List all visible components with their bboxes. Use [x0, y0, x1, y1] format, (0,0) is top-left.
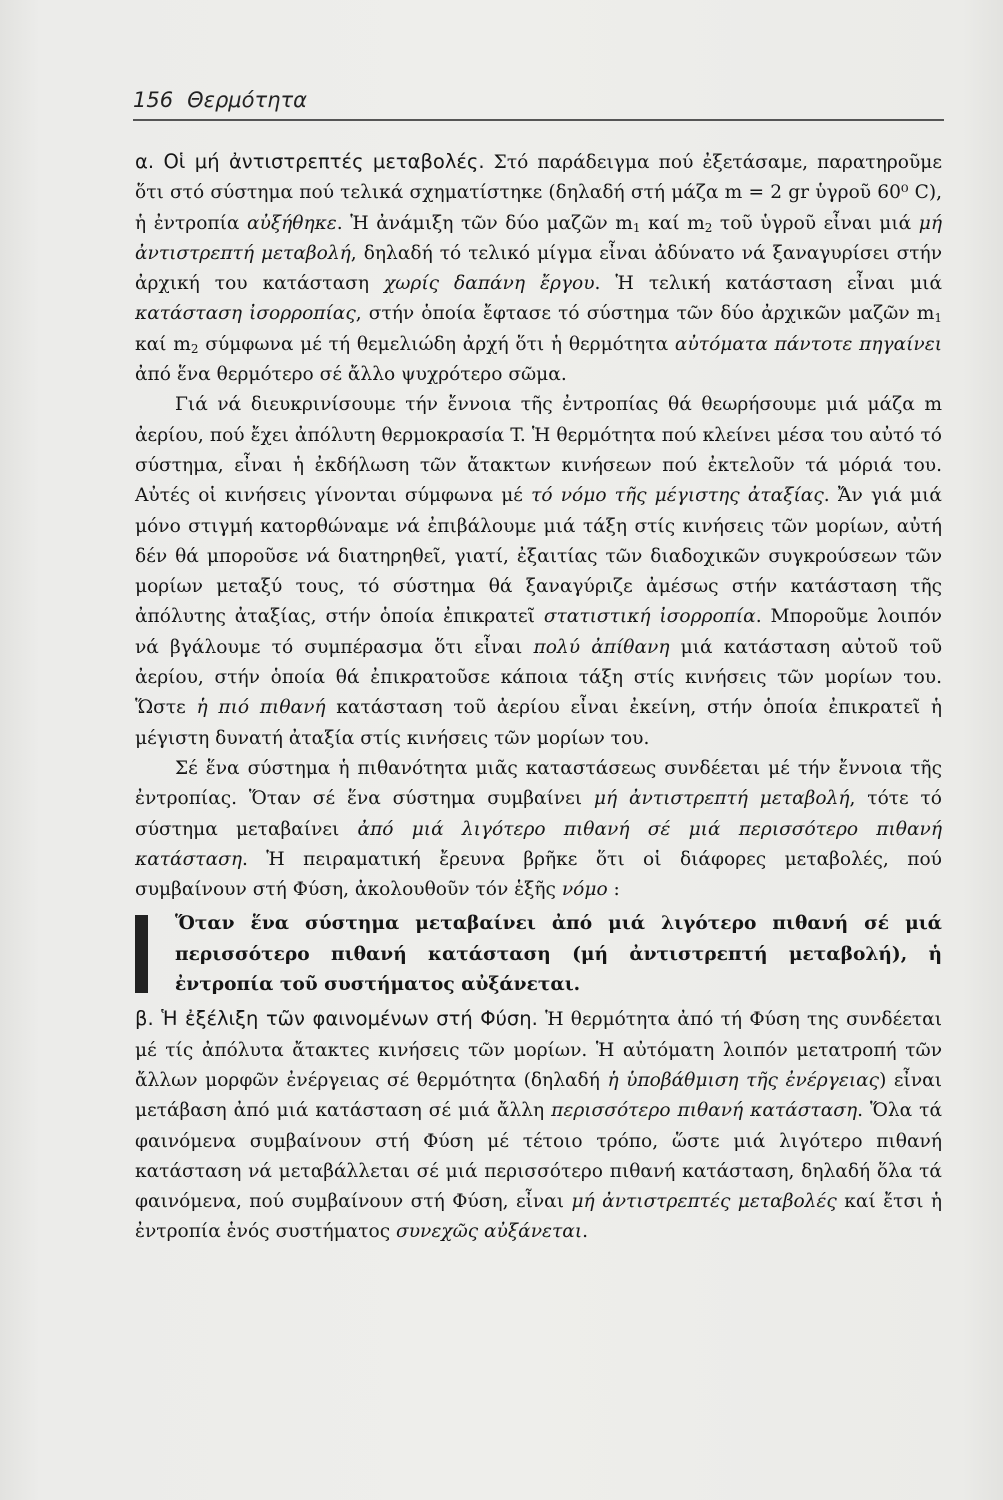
section-a-heading: α. Οἱ μή ἀντιστρεπτές μεταβολές. — [135, 150, 485, 173]
page-number: 156 — [133, 88, 174, 112]
running-header — [133, 88, 307, 112]
law-marker-bar — [135, 915, 148, 993]
paragraph-b1: β. Ἡ ἐξέλιξη τῶν φαινομένων στή Φύση. Ἡ θερμότητα ἀπό τή Φύση της συνδέεται μέ τίς ἀπόλυτα ἄτακτες κινήσεις τῶν μορίων. Ἡ αὐτόματη λοιπόν μετατροπή τῶν ἄλλων μορφῶν ἐνέργειας σέ θερμότητα (δηλαδή ἡ ὑποβάθμιση τῆς ἐνέργειας) εἶναι μετάβαση ἀπό μιά κατάσταση σέ μιά ἄλλη περισσότερο πιθανή κατάσταση. Ὅλα τά φαινόμενα συμβαίνουν στή Φύση μέ τέτοιο τρόπο, ὥστε μιά λιγότερο πιθανή κατάσταση νά μεταβάλλεται σέ μιά περισσότερο πιθανή κατάσταση, δηλαδή ὅλα τά φαινόμενα, πού συμβαίνουν στή Φύση, εἶναι μή ἀντιστρεπτές μεταβολές καί ἔτσι ἡ ἐντροπία ἑνός συστήματος συνεχῶς αὐξάνεται. — [135, 1007, 943, 1243]
law-text: Ὅταν ἕνα σύστημα μεταβαίνει ἀπό μιά λιγότερο πιθανή σέ μιά περισσότερο πιθανή κατάσταση (μή ἀντιστρεπτή μεταβολή), ἡ ἐντροπία τοῦ συστήματος αὐξάνεται. — [175, 913, 942, 996]
paragraph-a3: Σέ ἕνα σύστημα ἡ πιθανότητα μιᾶς καταστάσεως συνδέεται μέ τήν ἔννοια τῆς ἐντροπίας. Ὅταν σέ ἕνα σύστημα συμβαίνει μή ἀντιστρεπτή μεταβολή, τότε τό σύστημα μεταβαίνει ἀπό μιά λιγότερο πιθανή σέ μιά περισσότερο πιθανή κατάσταση. Ἡ πειραματική ἔρευνα βρῆκε ὅτι οἱ διάφορες μεταβολές, πού συμβαίνουν στή Φύση, ἀκολουθοῦν τόν ἑξῆς νόμο : — [135, 757, 942, 901]
paragraph-a2: Γιά νά διευκρινίσουμε τήν ἔννοια τῆς ἐντροπίας θά θεωρήσουμε μιά μάζα m ἀερίου, πού ἔχει ἀπόλυτη θερμοκρασία T. Ἡ θερμότητα πού κλείνει μέσα του αὐτό τό σύστημα, εἶναι ἡ ἐκδήλωση τῶν ἄτακτων κινήσεων πού ἐκτελοῦν τά μόριά του. Αὐτές οἱ κινήσεις γίνονται σύμφωνα μέ τό νόμο τῆς μέγιστης ἀταξίας. Ἄν γιά μιά μόνο στιγμή κατορθώναμε νά ἐπιβάλουμε μιά τάξη στίς κινήσεις τῶν μορίων, αὐτή δέν θά μποροῦσε νά διατηρηθεῖ, γιατί, ἐξαιτίας τῶν διαδοχικῶν συγκρούσεων τῶν μορίων μεταξύ τους, τό σύστημα θά ξαναγύριζε ἀμέσως στήν κατάσταση τῆς ἀπόλυτης ἀταξίας, στήν ὁποία ἐπικρατεῖ στατιστική ἰσορροπία. Μποροῦμε λοιπόν νά βγάλουμε τό συμπέρασμα ὅτι εἶναι πολύ ἀπίθανη μιά κατάσταση αὐτοῦ τοῦ ἀερίου, στήν ὁποία θά ἐπικρατοῦσε κάποια τάξη στίς κινήσεις τῶν μορίων του. Ὥστε ἡ πιό πιθανή κατάσταση τοῦ ἀερίου εἶναι ἐκείνη, στήν ὁποία ἐπικρατεῖ ἡ μέγιστη δυνατή ἀταξία στίς κινήσεις τῶν μορίων του. — [135, 394, 942, 749]
paragraph-a1: α. Οἱ μή ἀντιστρεπτές μεταβολές. Στό παράδειγμα πού ἐξετάσαμε, παρατηροῦμε ὅτι στό σύστημα πού τελικά σχηματίστηκε (δηλαδή στή μάζα m = 2 gr ὑγροῦ 60⁰ C), ἡ ἐντροπία αὐξήθηκε. Ἡ ἀνάμιξη τῶν δύο μαζῶν $m_1$ καί $m_2$ τοῦ ὑγροῦ εἶναι μιά μή ἀντιστρεπτή μεταβολή, δηλαδή τό τελικό μίγμα εἶναι ἀδύνατο νά ξαναγυρίσει στήν ἀρχική του κατάσταση χωρίς δαπάνη ἔργου. Ἡ τελική κατάσταση εἶναι μιά κατάσταση ἰσορροπίας, στήν ὁποία ἔφτασε τό σύστημα τῶν δύο ἀρχικῶν μαζῶν $m_1$ καί $m_2$ σύμφωνα μέ τή θεμελιώδη ἀρχή ὅτι ἡ θερμότητα αὐτόματα πάντοτε πηγαίνει ἀπό ἕνα θερμότερο σέ ἄλλο ψυχρότερο σῶμα. — [135, 150, 943, 386]
header-rule — [133, 119, 944, 121]
section-b-heading: β. Ἡ ἐξέλιξη τῶν φαινομένων στή Φύση. — [135, 1007, 538, 1031]
chapter-title: Θερμότητα — [187, 88, 307, 112]
page-body — [135, 147, 942, 1248]
law-statement — [135, 909, 942, 1000]
